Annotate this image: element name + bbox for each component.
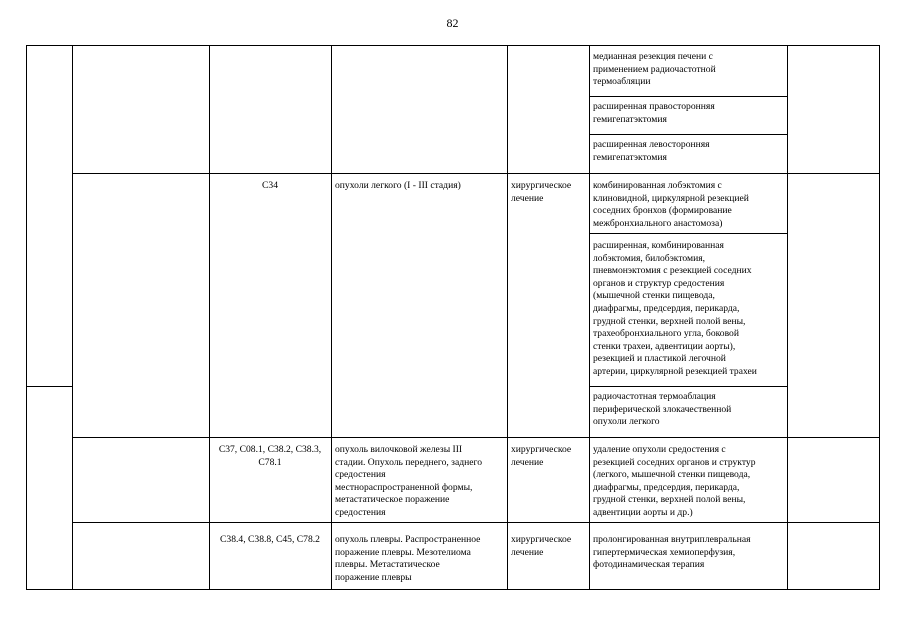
table-cell-method: радиочастотная термоаблация периферической злокачественной опухоли легкого (593, 391, 732, 428)
table-top-border (26, 45, 880, 46)
table-cell-treatment-type: хирургическое лечение (511, 180, 572, 204)
column-border-7 (879, 45, 880, 590)
column-border-5 (589, 45, 590, 590)
method-separator (589, 134, 788, 135)
table-cell-method: медианная резекция печени с применением радиочастотной термоабляции (593, 51, 716, 88)
method-separator (589, 233, 788, 234)
row-separator (72, 437, 879, 438)
row-separator (72, 522, 879, 523)
table-cell-code: C34 (262, 180, 278, 191)
method-separator (589, 386, 788, 387)
row-separator (26, 386, 72, 387)
table-cell-method: расширенная, комбинированная лобэктомия, билобэктомия, пневмонэктомия с резекцией соседних органов и структур средостения (мышечной стенки пищевода, диафрагмы, предсердия, перикарда, грудной стенки, верхней полой вены, трахеобронхиального угла, боковой стенки трахеи, адвентиции аорты), резекцией и пластикой легочной артерии, циркулярной резекцией трахеи (593, 240, 757, 377)
column-border-6 (787, 45, 788, 590)
page-number: 82 (446, 16, 459, 30)
column-border-4 (507, 45, 508, 590)
table-cell-method: расширенная правосторонняя гемигепатэктомия (593, 101, 715, 125)
table-cell-method: расширенная левосторонняя гемигепатэктомия (593, 139, 710, 163)
table-bottom-border (26, 589, 880, 590)
row-separator (72, 173, 879, 174)
table-cell-code: C37, C08.1, C38.2, C38.3, C78.1 (218, 444, 322, 468)
table-cell-method: пролонгированная внутриплевральная гипертермическая хемиоперфузия, фотодинамическая терапия (593, 534, 751, 571)
table-cell-diagnosis: опухоль вилочковой железы III стадии. Опухоль переднего, заднего средостения местнораспространенной формы, метастатическое поражение средостения (335, 444, 482, 518)
table-cell-treatment-type: хирургическое лечение (511, 444, 572, 468)
table-cell-method: комбинированная лобэктомия с клиновидной, циркулярной резекцией соседних бронхов (формирование межбронхиального анастомоза) (593, 180, 749, 229)
table-cell-diagnosis: опухоль плевры. Распространенное поражение плевры. Мезотелиома плевры. Метастатическое поражение плевры (335, 534, 481, 583)
column-border-2 (209, 45, 210, 590)
table-cell-diagnosis: опухоли легкого (I - III стадия) (335, 180, 461, 191)
column-border-1 (72, 45, 73, 590)
column-border-0 (26, 45, 27, 590)
table-cell-code: C38.4, C38.8, C45, C78.2 (220, 534, 320, 545)
table-cell-treatment-type: хирургическое лечение (511, 534, 572, 558)
column-border-3 (331, 45, 332, 590)
table-cell-method: удаление опухоли средостения с резекцией соседних органов и структур (легкого, мышечной стенки пищевода, диафрагмы, предсердия, перикарда, грудной стенки, верхней полой вены, адвентиции аорты и др.) (593, 444, 756, 518)
method-separator (589, 96, 788, 97)
